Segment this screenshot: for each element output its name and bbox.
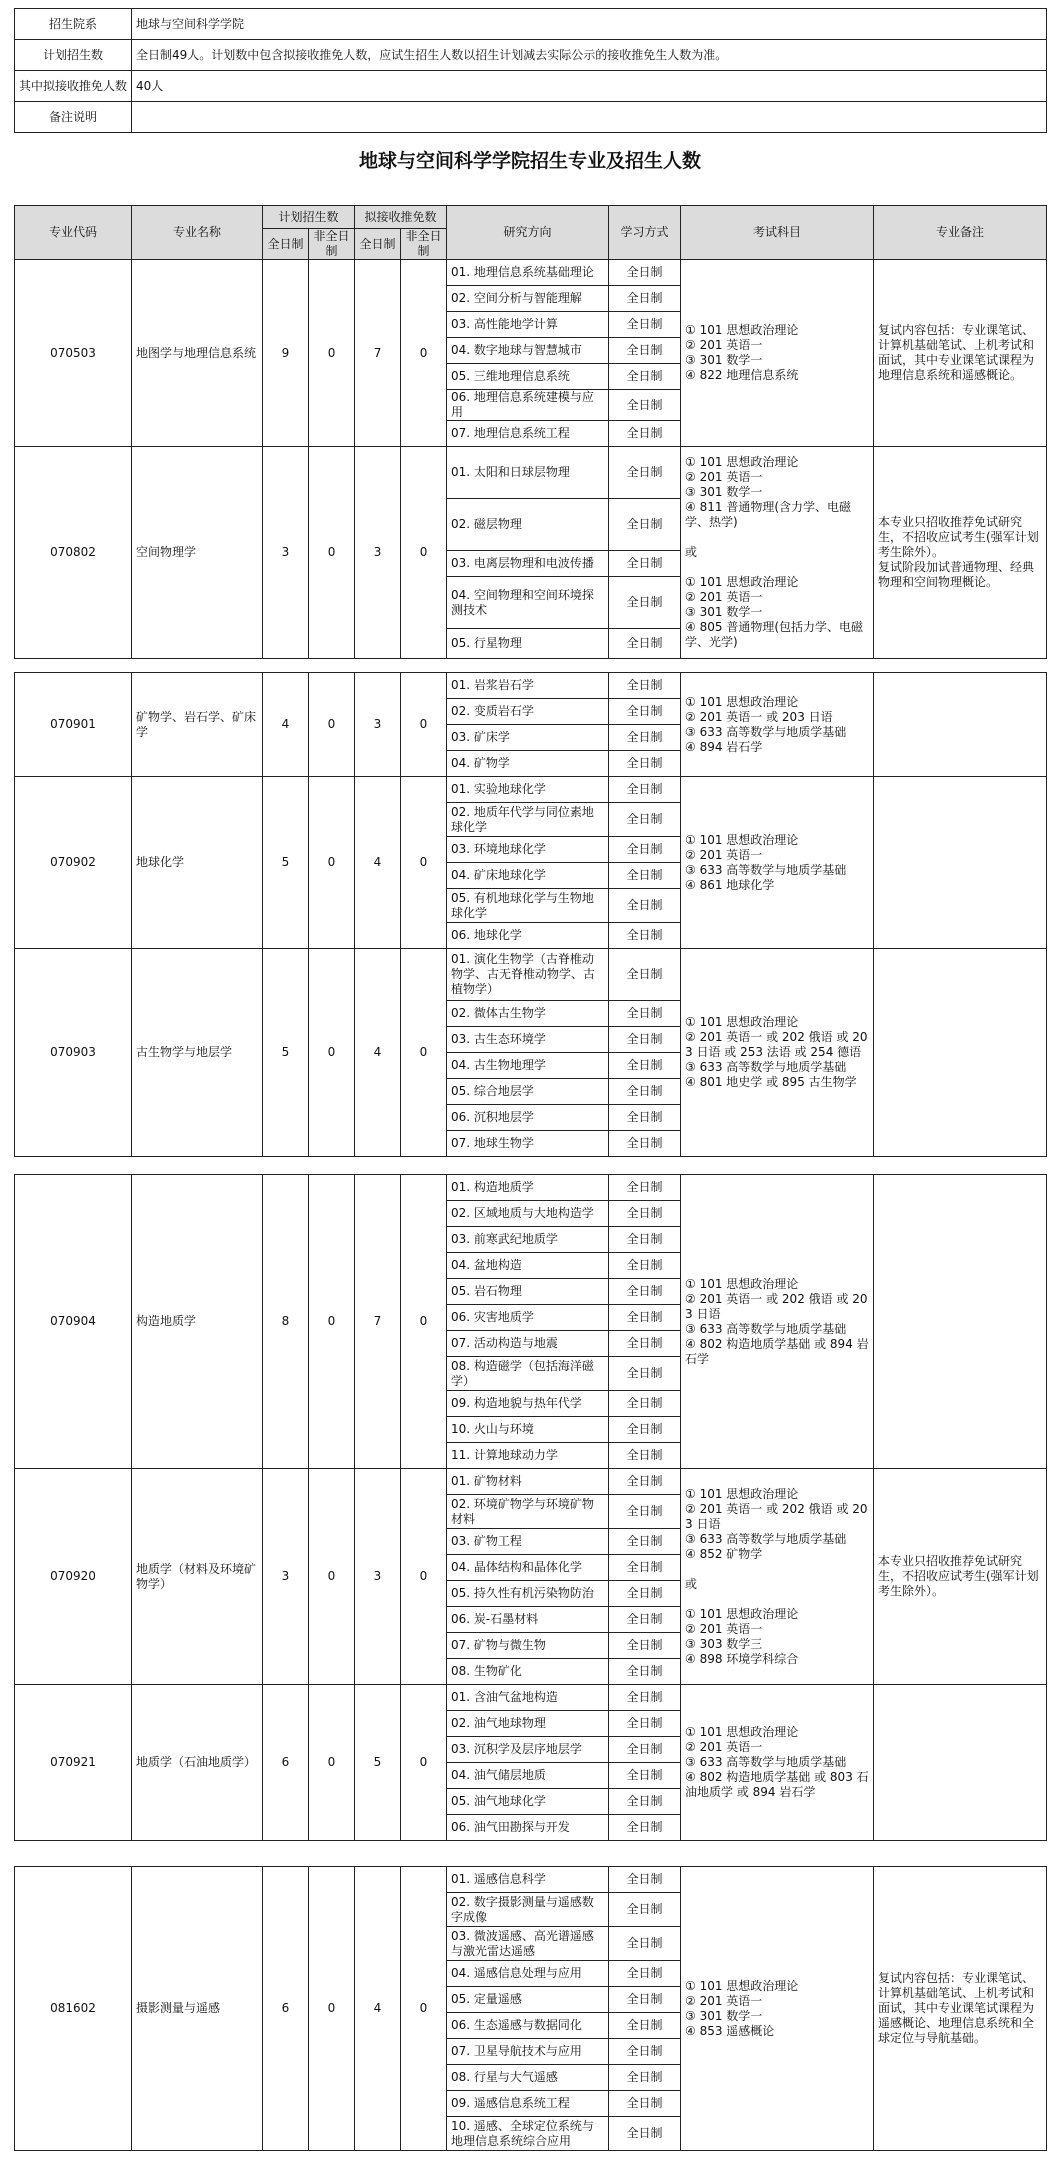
table-row bbox=[15, 949, 1047, 1001]
study-mode: 全日制 bbox=[609, 1685, 681, 1711]
tuimian-parttime: 0 bbox=[401, 260, 447, 447]
direction-name: 03. 高性能地学计算 bbox=[447, 312, 609, 338]
study-mode: 全日制 bbox=[609, 1961, 681, 1987]
header-sub-ft: 全日制 bbox=[263, 229, 309, 260]
header-name: 专业名称 bbox=[132, 206, 263, 260]
plan-fulltime: 8 bbox=[263, 1175, 309, 1469]
major-name: 矿物学、岩石学、矿床学 bbox=[132, 673, 263, 777]
info-label: 招生院系 bbox=[15, 9, 132, 40]
direction-name: 06. 地球化学 bbox=[447, 923, 609, 949]
direction-name: 04. 矿物学 bbox=[447, 751, 609, 777]
direction-name: 05. 有机地球化学与生物地球化学 bbox=[447, 889, 609, 923]
study-mode: 全日制 bbox=[609, 1789, 681, 1815]
direction-name: 03. 电离层物理和电波传播 bbox=[447, 551, 609, 577]
direction-name: 05. 综合地层学 bbox=[447, 1079, 609, 1105]
header-mode: 学习方式 bbox=[609, 206, 681, 260]
header-plan: 计划招生数 bbox=[263, 206, 355, 229]
page-title: 地球与空间科学学院招生专业及招生人数 bbox=[358, 150, 701, 172]
direction-name: 04. 晶体结构和晶体化学 bbox=[447, 1555, 609, 1581]
major-note bbox=[874, 1685, 1047, 1841]
direction-name: 06. 炭-石墨材料 bbox=[447, 1607, 609, 1633]
tuimian-parttime: 0 bbox=[401, 1685, 447, 1841]
study-mode: 全日制 bbox=[609, 1131, 681, 1157]
study-mode: 全日制 bbox=[609, 499, 681, 551]
direction-name: 02. 地质年代学与同位素地球化学 bbox=[447, 803, 609, 837]
study-mode: 全日制 bbox=[609, 1227, 681, 1253]
direction-name: 05. 油气地球化学 bbox=[447, 1789, 609, 1815]
info-value: 40人 bbox=[132, 71, 1047, 102]
direction-name: 05. 岩石物理 bbox=[447, 1279, 609, 1305]
study-mode: 全日制 bbox=[609, 2091, 681, 2117]
exam-subjects: ① 101 思想政治理论 ② 201 英语一 ③ 301 数学一 ④ 853 遥感概论 bbox=[681, 1867, 874, 2151]
plan-fulltime: 4 bbox=[263, 673, 309, 777]
direction-name: 06. 地理信息系统建模与应用 bbox=[447, 390, 609, 421]
tuimian-fulltime: 3 bbox=[355, 1469, 401, 1685]
table-row bbox=[15, 260, 1047, 286]
tuimian-parttime: 0 bbox=[401, 1867, 447, 2151]
study-mode: 全日制 bbox=[609, 338, 681, 364]
study-mode: 全日制 bbox=[609, 1201, 681, 1227]
table-row bbox=[15, 1867, 1047, 1893]
header-direction: 研究方向 bbox=[447, 206, 609, 260]
direction-name: 08. 生物矿化 bbox=[447, 1659, 609, 1685]
major-name: 摄影测量与遥感 bbox=[132, 1867, 263, 2151]
plan-parttime: 0 bbox=[309, 777, 355, 949]
admissions-table bbox=[14, 1174, 1047, 1841]
plan-fulltime: 6 bbox=[263, 1685, 309, 1841]
study-mode: 全日制 bbox=[609, 751, 681, 777]
study-mode: 全日制 bbox=[609, 421, 681, 447]
major-name: 地质学（材料及环境矿物学） bbox=[132, 1469, 263, 1685]
direction-name: 07. 地球生物学 bbox=[447, 1131, 609, 1157]
study-mode: 全日制 bbox=[609, 2013, 681, 2039]
study-mode: 全日制 bbox=[609, 1737, 681, 1763]
direction-name: 01. 构造地质学 bbox=[447, 1175, 609, 1201]
study-mode: 全日制 bbox=[609, 1331, 681, 1357]
direction-name: 04. 盆地构造 bbox=[447, 1253, 609, 1279]
study-mode: 全日制 bbox=[609, 1001, 681, 1027]
direction-name: 07. 卫星导航技术与应用 bbox=[447, 2039, 609, 2065]
study-mode: 全日制 bbox=[609, 447, 681, 499]
plan-parttime: 0 bbox=[309, 447, 355, 659]
direction-name: 01. 演化生物学（古脊椎动物学、古无脊椎动物学、古植物学） bbox=[447, 949, 609, 1001]
info-value: 全日制49人。计划数中包含拟接收推免人数，应试生招生人数以招生计划减去实际公示的接收推免生人数为准。 bbox=[132, 40, 1047, 71]
major-name: 地球化学 bbox=[132, 777, 263, 949]
direction-name: 05. 定量遥感 bbox=[447, 1987, 609, 2013]
tuimian-parttime: 0 bbox=[401, 777, 447, 949]
direction-name: 04. 油气储层地质 bbox=[447, 1763, 609, 1789]
study-mode: 全日制 bbox=[609, 1927, 681, 1961]
study-mode: 全日制 bbox=[609, 1053, 681, 1079]
study-mode: 全日制 bbox=[609, 1417, 681, 1443]
direction-name: 06. 生态遥感与数据同化 bbox=[447, 2013, 609, 2039]
tuimian-fulltime: 4 bbox=[355, 777, 401, 949]
major-note: 本专业只招收推荐免试研究生，不招收应试考生(强军计划考生除外）。 bbox=[874, 1469, 1047, 1685]
study-mode: 全日制 bbox=[609, 699, 681, 725]
study-mode: 全日制 bbox=[609, 1357, 681, 1391]
study-mode: 全日制 bbox=[609, 777, 681, 803]
study-mode: 全日制 bbox=[609, 1495, 681, 1529]
direction-name: 10. 遥感、全球定位系统与地理信息系统综合应用 bbox=[447, 2117, 609, 2151]
plan-parttime: 0 bbox=[309, 1175, 355, 1469]
direction-name: 01. 太阳和日球层物理 bbox=[447, 447, 609, 499]
tuimian-fulltime: 4 bbox=[355, 949, 401, 1157]
info-table bbox=[14, 8, 1047, 133]
direction-name: 03. 微波遥感、高光谱遥感与激光雷达遥感 bbox=[447, 1927, 609, 1961]
major-note: 复试内容包括：专业课笔试、计算机基础笔试、上机考试和面试，其中专业课笔试课程为遥感概论、地理信息系统和全球定位与导航基础。 bbox=[874, 1867, 1047, 2151]
plan-fulltime: 3 bbox=[263, 1469, 309, 1685]
study-mode: 全日制 bbox=[609, 725, 681, 751]
study-mode: 全日制 bbox=[609, 1893, 681, 1927]
major-code: 070920 bbox=[15, 1469, 132, 1685]
major-code: 070921 bbox=[15, 1685, 132, 1841]
tuimian-fulltime: 7 bbox=[355, 1175, 401, 1469]
tuimian-parttime: 0 bbox=[401, 673, 447, 777]
direction-name: 06. 油气田勘探与开发 bbox=[447, 1815, 609, 1841]
study-mode: 全日制 bbox=[609, 260, 681, 286]
header-row bbox=[15, 206, 1047, 229]
admissions-table bbox=[14, 1866, 1047, 2151]
info-value bbox=[132, 102, 1047, 133]
direction-name: 05. 持久性有机污染物防治 bbox=[447, 1581, 609, 1607]
study-mode: 全日制 bbox=[609, 889, 681, 923]
tuimian-parttime: 0 bbox=[401, 949, 447, 1157]
table-row bbox=[15, 1469, 1047, 1495]
direction-name: 02. 环境矿物学与环境矿物材料 bbox=[447, 1495, 609, 1529]
exam-subjects: ① 101 思想政治理论 ② 201 英语一 ③ 633 高等数学与地质学基础 ④ 861 地球化学 bbox=[681, 777, 874, 949]
direction-name: 03. 矿物工程 bbox=[447, 1529, 609, 1555]
direction-name: 04. 古生物地理学 bbox=[447, 1053, 609, 1079]
admissions-table bbox=[14, 672, 1047, 1157]
major-code: 070901 bbox=[15, 673, 132, 777]
direction-name: 01. 地理信息系统基础理论 bbox=[447, 260, 609, 286]
study-mode: 全日制 bbox=[609, 2117, 681, 2151]
study-mode: 全日制 bbox=[609, 551, 681, 577]
direction-name: 07. 矿物与微生物 bbox=[447, 1633, 609, 1659]
exam-subjects: ① 101 思想政治理论 ② 201 英语一 或 203 日语 ③ 633 高等数学与地质学基础 ④ 894 岩石学 bbox=[681, 673, 874, 777]
major-name: 古生物学与地层学 bbox=[132, 949, 263, 1157]
direction-name: 03. 古生态环境学 bbox=[447, 1027, 609, 1053]
major-code: 070802 bbox=[15, 447, 132, 659]
direction-name: 09. 遥感信息系统工程 bbox=[447, 2091, 609, 2117]
header-code: 专业代码 bbox=[15, 206, 132, 260]
table-row bbox=[15, 673, 1047, 699]
direction-name: 03. 环境地球化学 bbox=[447, 837, 609, 863]
info-label: 备注说明 bbox=[15, 102, 132, 133]
major-name: 地图学与地理信息系统 bbox=[132, 260, 263, 447]
direction-name: 02. 数字摄影测量与遥感数字成像 bbox=[447, 1893, 609, 1927]
study-mode: 全日制 bbox=[609, 390, 681, 421]
study-mode: 全日制 bbox=[609, 1391, 681, 1417]
study-mode: 全日制 bbox=[609, 1443, 681, 1469]
major-code: 070503 bbox=[15, 260, 132, 447]
study-mode: 全日制 bbox=[609, 1763, 681, 1789]
plan-parttime: 0 bbox=[309, 260, 355, 447]
study-mode: 全日制 bbox=[609, 577, 681, 629]
major-name: 构造地质学 bbox=[132, 1175, 263, 1469]
tuimian-fulltime: 3 bbox=[355, 447, 401, 659]
direction-name: 09. 构造地貌与热年代学 bbox=[447, 1391, 609, 1417]
direction-name: 04. 数字地球与智慧城市 bbox=[447, 338, 609, 364]
major-note bbox=[874, 1175, 1047, 1469]
major-note bbox=[874, 673, 1047, 777]
study-mode: 全日制 bbox=[609, 1581, 681, 1607]
direction-name: 07. 地理信息系统工程 bbox=[447, 421, 609, 447]
exam-subjects: ① 101 思想政治理论 ② 201 英语一 ③ 301 数学一 ④ 822 地理信息系统 bbox=[681, 260, 874, 447]
study-mode: 全日制 bbox=[609, 1633, 681, 1659]
info-label: 其中拟接收推免人数 bbox=[15, 71, 132, 102]
study-mode: 全日制 bbox=[609, 1279, 681, 1305]
plan-parttime: 0 bbox=[309, 1469, 355, 1685]
exam-subjects: ① 101 思想政治理论 ② 201 英语一 或 202 俄语 或 203 日语 ③ 633 高等数学与地质学基础 ④ 852 矿物学 或 ① 101 思想政治理论 ② 201 英语一 ③ 303 数学三 ④ 898 环境学科综合 bbox=[681, 1469, 874, 1685]
study-mode: 全日制 bbox=[609, 2065, 681, 2091]
header-exam: 考试科目 bbox=[681, 206, 874, 260]
plan-parttime: 0 bbox=[309, 1685, 355, 1841]
study-mode: 全日制 bbox=[609, 1105, 681, 1131]
study-mode: 全日制 bbox=[609, 1711, 681, 1737]
table-row bbox=[15, 777, 1047, 803]
major-name: 空间物理学 bbox=[132, 447, 263, 659]
exam-subjects: ① 101 思想政治理论 ② 201 英语一 ③ 633 高等数学与地质学基础 ④ 802 构造地质学基础 或 803 石油地质学 或 894 岩石学 bbox=[681, 1685, 874, 1841]
major-code: 070902 bbox=[15, 777, 132, 949]
plan-fulltime: 6 bbox=[263, 1867, 309, 2151]
major-code: 070904 bbox=[15, 1175, 132, 1469]
major-code: 070903 bbox=[15, 949, 132, 1157]
info-row bbox=[15, 71, 1047, 102]
direction-name: 06. 灾害地质学 bbox=[447, 1305, 609, 1331]
study-mode: 全日制 bbox=[609, 1815, 681, 1841]
study-mode: 全日制 bbox=[609, 673, 681, 699]
direction-name: 08. 构造磁学（包括海洋磁学） bbox=[447, 1357, 609, 1391]
study-mode: 全日制 bbox=[609, 1987, 681, 2013]
direction-name: 02. 变质岩石学 bbox=[447, 699, 609, 725]
direction-name: 01. 岩浆岩石学 bbox=[447, 673, 609, 699]
major-note bbox=[874, 777, 1047, 949]
direction-name: 02. 油气地球物理 bbox=[447, 1711, 609, 1737]
info-value: 地球与空间科学学院 bbox=[132, 9, 1047, 40]
direction-name: 05. 三维地理信息系统 bbox=[447, 364, 609, 390]
direction-name: 07. 活动构造与地震 bbox=[447, 1331, 609, 1357]
tuimian-fulltime: 3 bbox=[355, 673, 401, 777]
study-mode: 全日制 bbox=[609, 286, 681, 312]
plan-fulltime: 3 bbox=[263, 447, 309, 659]
direction-name: 04. 空间物理和空间环境探测技术 bbox=[447, 577, 609, 629]
study-mode: 全日制 bbox=[609, 923, 681, 949]
study-mode: 全日制 bbox=[609, 1253, 681, 1279]
study-mode: 全日制 bbox=[609, 629, 681, 659]
direction-name: 02. 微体古生物学 bbox=[447, 1001, 609, 1027]
header-sub-pt: 非全日制 bbox=[401, 229, 447, 260]
header-sub-pt: 非全日制 bbox=[309, 229, 355, 260]
direction-name: 11. 计算地球动力学 bbox=[447, 1443, 609, 1469]
direction-name: 02. 区域地质与大地构造学 bbox=[447, 1201, 609, 1227]
major-note: 复试内容包括：专业课笔试、计算机基础笔试、上机考试和面试，其中专业课笔试课程为地理信息系统和遥感概论。 bbox=[874, 260, 1047, 447]
study-mode: 全日制 bbox=[609, 863, 681, 889]
study-mode: 全日制 bbox=[609, 837, 681, 863]
study-mode: 全日制 bbox=[609, 2039, 681, 2065]
exam-subjects: ① 101 思想政治理论 ② 201 英语一 ③ 301 数学一 ④ 811 普通物理(含力学、电磁学、热学) 或 ① 101 思想政治理论 ② 201 英语一 ③ 301 数学一 ④ 805 普通物理(包括力学、电磁学、光学) bbox=[681, 447, 874, 659]
tuimian-parttime: 0 bbox=[401, 1469, 447, 1685]
study-mode: 全日制 bbox=[609, 1607, 681, 1633]
info-row bbox=[15, 9, 1047, 40]
direction-name: 01. 实验地球化学 bbox=[447, 777, 609, 803]
study-mode: 全日制 bbox=[609, 1867, 681, 1893]
study-mode: 全日制 bbox=[609, 949, 681, 1001]
tuimian-fulltime: 5 bbox=[355, 1685, 401, 1841]
table-row bbox=[15, 1175, 1047, 1201]
direction-name: 06. 沉积地层学 bbox=[447, 1105, 609, 1131]
major-name: 地质学（石油地质学） bbox=[132, 1685, 263, 1841]
plan-fulltime: 5 bbox=[263, 777, 309, 949]
major-note bbox=[874, 949, 1047, 1157]
study-mode: 全日制 bbox=[609, 1079, 681, 1105]
direction-name: 04. 遥感信息处理与应用 bbox=[447, 1961, 609, 1987]
study-mode: 全日制 bbox=[609, 1555, 681, 1581]
header-note: 专业备注 bbox=[874, 206, 1047, 260]
direction-name: 05. 行星物理 bbox=[447, 629, 609, 659]
plan-parttime: 0 bbox=[309, 949, 355, 1157]
tuimian-parttime: 0 bbox=[401, 447, 447, 659]
direction-name: 04. 矿床地球化学 bbox=[447, 863, 609, 889]
info-row bbox=[15, 40, 1047, 71]
table-row bbox=[15, 447, 1047, 499]
info-row bbox=[15, 102, 1047, 133]
exam-subjects: ① 101 思想政治理论 ② 201 英语一 或 202 俄语 或 203 日语 ③ 633 高等数学与地质学基础 ④ 802 构造地质学基础 或 894 岩石学 bbox=[681, 1175, 874, 1469]
study-mode: 全日制 bbox=[609, 1529, 681, 1555]
tuimian-fulltime: 4 bbox=[355, 1867, 401, 2151]
header-tuimian: 拟接收推免数 bbox=[355, 206, 447, 229]
study-mode: 全日制 bbox=[609, 1305, 681, 1331]
study-mode: 全日制 bbox=[609, 1469, 681, 1495]
study-mode: 全日制 bbox=[609, 803, 681, 837]
admissions-table bbox=[14, 205, 1047, 659]
direction-name: 02. 磁层物理 bbox=[447, 499, 609, 551]
plan-fulltime: 5 bbox=[263, 949, 309, 1157]
direction-name: 01. 遥感信息科学 bbox=[447, 1867, 609, 1893]
info-label: 计划招生数 bbox=[15, 40, 132, 71]
tuimian-fulltime: 7 bbox=[355, 260, 401, 447]
table-row bbox=[15, 1685, 1047, 1711]
direction-name: 03. 前寒武纪地质学 bbox=[447, 1227, 609, 1253]
direction-name: 01. 矿物材料 bbox=[447, 1469, 609, 1495]
direction-name: 02. 空间分析与智能理解 bbox=[447, 286, 609, 312]
study-mode: 全日制 bbox=[609, 364, 681, 390]
direction-name: 03. 沉积学及层序地层学 bbox=[447, 1737, 609, 1763]
exam-subjects: ① 101 思想政治理论 ② 201 英语一 或 202 俄语 或 203 日语 或 253 法语 或 254 德语 ③ 633 高等数学与地质学基础 ④ 801 地史学 或 895 古生物学 bbox=[681, 949, 874, 1157]
study-mode: 全日制 bbox=[609, 1659, 681, 1685]
study-mode: 全日制 bbox=[609, 312, 681, 338]
direction-name: 01. 含油气盆地构造 bbox=[447, 1685, 609, 1711]
direction-name: 10. 火山与环境 bbox=[447, 1417, 609, 1443]
plan-parttime: 0 bbox=[309, 673, 355, 777]
study-mode: 全日制 bbox=[609, 1175, 681, 1201]
study-mode: 全日制 bbox=[609, 1027, 681, 1053]
tuimian-parttime: 0 bbox=[401, 1175, 447, 1469]
plan-fulltime: 9 bbox=[263, 260, 309, 447]
direction-name: 08. 行星与大气遥感 bbox=[447, 2065, 609, 2091]
header-sub-ft: 全日制 bbox=[355, 229, 401, 260]
plan-parttime: 0 bbox=[309, 1867, 355, 2151]
direction-name: 03. 矿床学 bbox=[447, 725, 609, 751]
major-code: 081602 bbox=[15, 1867, 132, 2151]
major-note: 本专业只招收推荐免试研究生，不招收应试考生(强军计划考生除外）。 复试阶段加试普通物理、经典物理和空间物理概论。 bbox=[874, 447, 1047, 659]
